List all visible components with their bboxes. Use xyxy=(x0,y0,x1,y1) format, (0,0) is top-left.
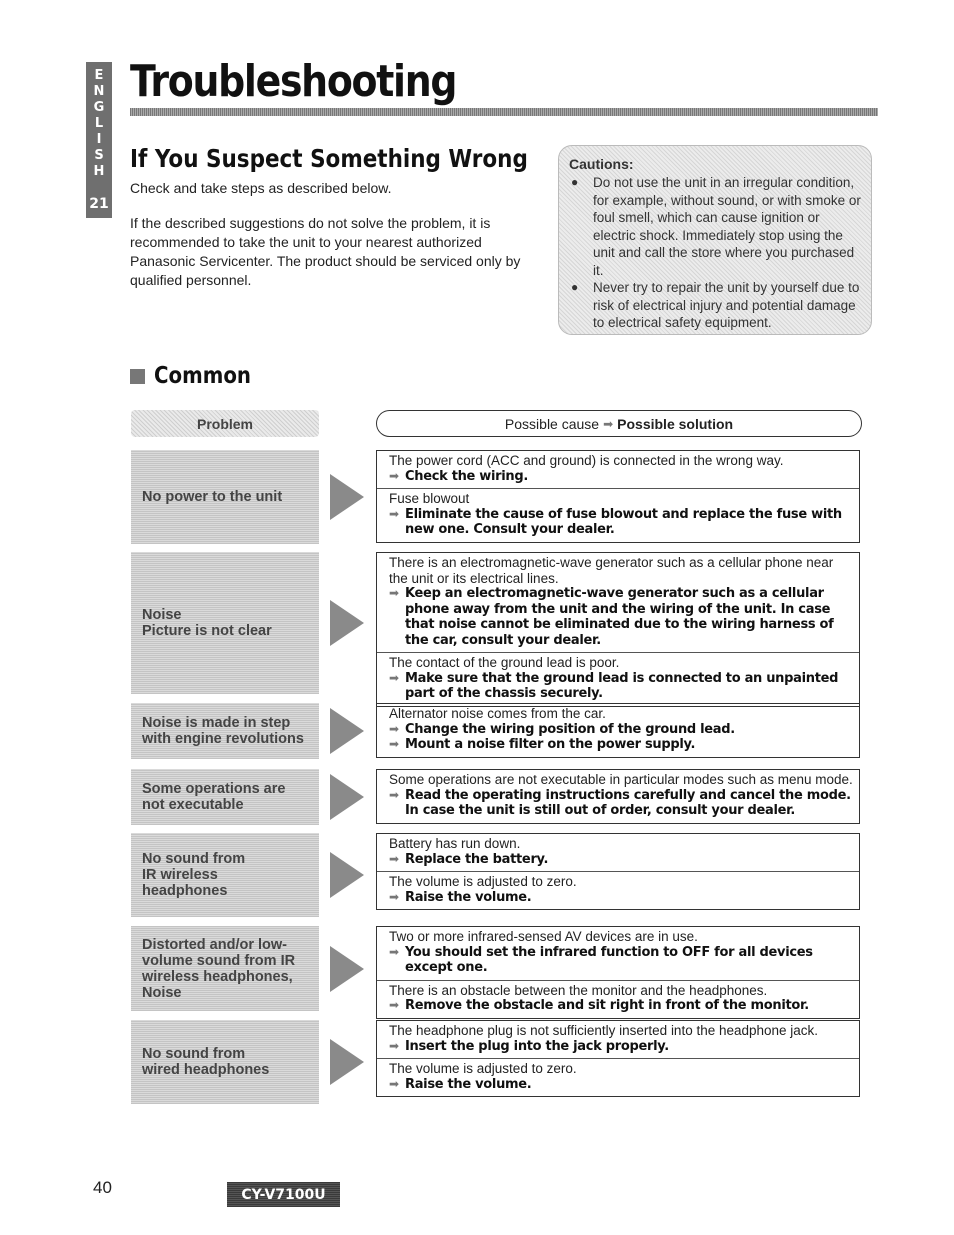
page-title: Troubleshooting xyxy=(130,56,457,107)
problem-text: Distorted and/or low- volume sound from IR wireless headphones, Noise xyxy=(142,936,296,1001)
page-number: 40 xyxy=(93,1178,112,1197)
solution-text: Raise the volume. xyxy=(405,889,532,905)
cause-solution-entry xyxy=(377,553,859,652)
tab-letter: S xyxy=(94,148,104,163)
solution-text: Remove the obstacle and sit right in front of the monitor. xyxy=(405,998,809,1013)
possible-solution xyxy=(389,945,853,976)
solution-text: Eliminate the cause of fuse blowout and replace the fuse with new one. Consult your dealer. xyxy=(405,506,842,537)
possible-cause: Fuse blowout xyxy=(389,491,470,506)
language-letters xyxy=(86,62,112,180)
possible-solution xyxy=(389,671,853,702)
cause-solution-entry xyxy=(377,980,859,1018)
possible-solution xyxy=(389,507,853,538)
solution-group xyxy=(376,450,860,543)
arrow-icon: ➡ xyxy=(389,944,399,959)
problem-cell xyxy=(131,833,319,917)
pointer-arrow-icon xyxy=(330,1039,364,1085)
possible-cause: The contact of the ground lead is poor. xyxy=(389,655,620,670)
pointer-arrow-icon xyxy=(330,774,364,820)
intro-text: Check and take steps as described below. xyxy=(130,180,392,196)
bullet-icon: ● xyxy=(571,175,579,189)
possible-cause: Battery has run down. xyxy=(389,836,521,851)
caution-text: Never try to repair the unit by yourself due to risk of electrical injury and potential damage to electrical safety equipment. xyxy=(593,280,860,330)
arrow-icon: ➡ xyxy=(389,737,399,751)
problem-cell xyxy=(131,769,319,825)
pointer-arrow-icon xyxy=(330,946,364,992)
solution-group xyxy=(376,1020,860,1097)
pointer-arrow-icon xyxy=(330,600,364,646)
problem-text: No sound from wired headphones xyxy=(142,1046,270,1078)
possible-solution xyxy=(389,852,853,868)
cautions-heading: Cautions: xyxy=(569,156,634,172)
possible-cause: The volume is adjusted to zero. xyxy=(389,874,577,889)
problem-text: Some operations are not executable xyxy=(142,781,286,813)
cause-solution-entry xyxy=(377,871,859,909)
solution-text: You should set the infrared function to OFF for all devices except one. xyxy=(405,944,813,975)
solution-column-header xyxy=(376,410,862,437)
solution-group xyxy=(376,926,860,1019)
solution-text: Replace the battery. xyxy=(405,851,549,867)
model-badge: CY-V7100U xyxy=(227,1182,340,1207)
cause-solution-entry xyxy=(377,834,859,871)
common-heading-text: Common xyxy=(154,363,252,389)
cause-solution-entry xyxy=(377,1021,859,1058)
section-number: 21 xyxy=(89,196,109,212)
cause-solution-entry xyxy=(377,1058,859,1096)
problem-text: No sound from IR wireless headphones xyxy=(142,851,246,899)
title-rule xyxy=(130,108,878,116)
solution-group xyxy=(376,552,860,707)
cause-solution-entry xyxy=(377,770,859,823)
possible-cause: The headphone plug is not sufficiently inserted into the headphone jack. xyxy=(389,1023,819,1038)
solution-text: Raise the volume. xyxy=(405,1076,532,1092)
caution-item xyxy=(569,279,861,332)
arrow-icon: ➡ xyxy=(389,670,399,685)
arrow-icon: ➡ xyxy=(389,1038,399,1053)
service-notice: If the described suggestions do not solve the problem, it is recommended to take the unit to your nearest authorized Panasonic Servicenter. The product should be serviced only by qualified personnel. xyxy=(130,215,521,288)
possible-solution xyxy=(389,586,853,648)
cautions-box xyxy=(558,145,872,335)
cause-solution-entry xyxy=(377,704,859,757)
possible-solution xyxy=(389,737,853,753)
possible-solution xyxy=(389,890,853,906)
possible-cause: Alternator noise comes from the car. xyxy=(389,706,606,721)
solution-text: Insert the plug into the jack properly. xyxy=(405,1038,669,1054)
possible-solution xyxy=(389,722,853,738)
solution-group xyxy=(376,833,860,910)
problem-cell xyxy=(131,703,319,759)
possible-cause: The volume is adjusted to zero. xyxy=(389,1061,577,1076)
solution-group xyxy=(376,703,860,758)
arrow-icon: ➡ xyxy=(603,416,614,431)
pointer-arrow-icon xyxy=(330,708,364,754)
caution-text: Do not use the unit in an irregular condition, for example, without sound, or with smoke or foul smell, which can cause ignition or electric shock. Immediately stop using the unit and call the store where you purchased it. xyxy=(593,175,861,278)
cause-solution-entry xyxy=(377,488,859,542)
bullet-icon: ● xyxy=(571,280,579,294)
cause-solution-entry xyxy=(377,652,859,706)
problem-cell xyxy=(131,552,319,694)
problem-text: No power to the unit xyxy=(142,489,283,505)
arrow-icon: ➡ xyxy=(389,586,399,600)
language-side-tab xyxy=(86,62,112,218)
caution-item xyxy=(569,174,861,279)
tab-letter: E xyxy=(94,68,104,83)
solution-text: Check the wiring. xyxy=(405,468,529,484)
cause-header-label: Possible cause xyxy=(504,415,600,432)
possible-solution xyxy=(389,998,853,1014)
arrow-icon: ➡ xyxy=(389,721,399,736)
solution-text: Mount a noise filter on the power supply. xyxy=(405,737,696,752)
tab-letter: I xyxy=(96,132,102,147)
problem-column-header: Problem xyxy=(131,410,319,437)
problem-text: Noise is made in step with engine revolutions xyxy=(142,715,304,747)
solution-text: Change the wiring position of the ground lead. xyxy=(405,721,735,737)
solution-text: Read the operating instructions carefully and cancel the mode. In case the unit is still out of order, consult your dealer. xyxy=(405,787,851,818)
problem-cell xyxy=(131,450,319,544)
problem-cell xyxy=(131,926,319,1011)
common-heading xyxy=(130,363,267,389)
pointer-arrow-icon xyxy=(330,852,364,898)
arrow-icon: ➡ xyxy=(389,1076,399,1091)
arrow-icon: ➡ xyxy=(389,787,399,802)
problem-cell xyxy=(131,1020,319,1104)
arrow-icon: ➡ xyxy=(389,506,399,521)
tab-letter: N xyxy=(93,84,105,99)
tab-letter: H xyxy=(93,164,105,179)
solution-group xyxy=(376,769,860,824)
possible-cause: There is an electromagnetic-wave generator such as a cellular phone near the unit or its electrical lines. xyxy=(389,555,834,586)
tab-letter: L xyxy=(94,116,104,131)
possible-solution xyxy=(389,788,853,819)
arrow-icon: ➡ xyxy=(389,889,399,904)
possible-cause: Two or more infrared-sensed AV devices are in use. xyxy=(389,929,698,944)
possible-solution xyxy=(389,1039,853,1055)
problem-text: Noise Picture is not clear xyxy=(142,607,272,639)
solution-text: Keep an electromagnetic-wave generator such as a cellular phone away from the unit and the wiring of the unit. In case that noise cannot be eliminated due to the wiring harness of the car, consult your dealer. xyxy=(405,586,834,648)
section-title: If You Suspect Something Wrong xyxy=(130,144,528,173)
possible-solution xyxy=(389,469,853,485)
cause-solution-entry xyxy=(377,927,859,980)
possible-cause: Some operations are not executable in particular modes such as menu mode. xyxy=(389,772,853,787)
square-bullet-icon xyxy=(130,369,145,384)
tab-letter: G xyxy=(93,100,105,115)
pointer-arrow-icon xyxy=(330,474,364,520)
arrow-icon: ➡ xyxy=(389,998,399,1012)
possible-cause: The power cord (ACC and ground) is connected in the wrong way. xyxy=(389,453,784,468)
cause-solution-entry xyxy=(377,451,859,488)
arrow-icon: ➡ xyxy=(389,468,399,483)
possible-cause: There is an obstacle between the monitor and the headphones. xyxy=(389,982,768,998)
solution-header-label: Possible solution xyxy=(617,415,734,432)
possible-solution xyxy=(389,1077,853,1093)
arrow-icon: ➡ xyxy=(389,851,399,866)
solution-text: Make sure that the ground lead is connected to an unpainted part of the chassis securely. xyxy=(405,670,839,701)
